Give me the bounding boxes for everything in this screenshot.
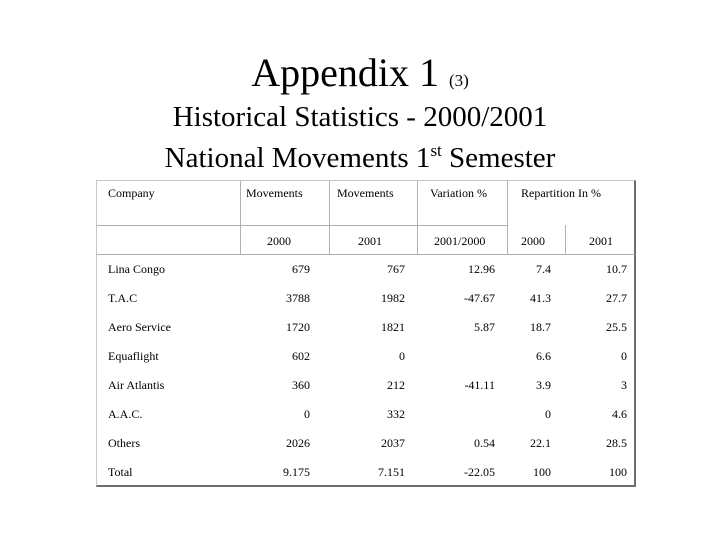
cell-repartition-2000: 7.4 [536,262,551,276]
cell-company: Others [108,436,140,450]
header-variation: Variation % [430,186,487,200]
cell-repartition-2000: 6.6 [536,349,551,363]
page-title [0,50,720,104]
cell-repartition-2001: 10.7 [606,262,627,276]
cell-movements-2000: 0 [304,407,310,421]
subtitle-superscript: st [430,141,442,160]
column-divider [565,225,566,254]
statistics-table [96,180,636,487]
cell-company: A.A.C. [108,407,143,421]
cell-company: Equaflight [108,349,159,363]
cell-movements-2001: 1982 [381,291,405,305]
cell-movements-2001: 212 [387,378,405,392]
header-period: 2001/2000 [434,234,486,248]
cell-variation: -47.67 [464,291,495,305]
header-repartition-2000: 2000 [521,234,545,248]
cell-repartition-2000: 22.1 [530,436,551,450]
cell-company: Total [108,465,133,479]
subtitle-line-2-end: Semester [441,142,556,174]
cell-repartition-2000: 0 [545,407,551,421]
cell-variation: 0.54 [474,436,495,450]
header-year-2001: 2001 [358,234,382,248]
cell-movements-2001: 7.151 [378,465,405,479]
cell-movements-2001: 1821 [381,320,405,334]
header-year-2000: 2000 [267,234,291,248]
cell-movements-2001: 767 [387,262,405,276]
cell-movements-2001: 2037 [381,436,405,450]
cell-company: Aero Service [108,320,171,334]
cell-repartition-2001: 25.5 [606,320,627,334]
cell-movements-2000: 3788 [286,291,310,305]
cell-repartition-2001: 27.7 [606,291,627,305]
cell-movements-2000: 9.175 [283,465,310,479]
header-movements-2001: Movements [337,186,394,200]
cell-movements-2000: 679 [292,262,310,276]
header-company: Company [108,186,155,200]
cell-variation: 5.87 [474,320,495,334]
cell-movements-2001: 332 [387,407,405,421]
cell-repartition-2001: 100 [609,465,627,479]
subtitle-line-2-text: National Movements 1 [164,142,431,174]
cell-company: Air Atlantis [108,378,165,392]
cell-movements-2000: 1720 [286,320,310,334]
cell-repartition-2001: 28.5 [606,436,627,450]
cell-variation: -22.05 [464,465,495,479]
header-repartition: Repartition In % [521,186,601,200]
row-divider [97,254,635,255]
cell-repartition-2000: 18.7 [530,320,551,334]
row-divider [97,225,507,226]
cell-company: Lina Congo [108,262,165,276]
header-repartition-2001: 2001 [589,234,613,248]
cell-variation: 12.96 [468,262,495,276]
cell-movements-2000: 602 [292,349,310,363]
subtitle-line-1: Historical Statistics - 2000/2001 [172,101,548,133]
column-divider [507,181,508,254]
cell-variation: -41.11 [464,378,495,392]
cell-movements-2000: 360 [292,378,310,392]
cell-repartition-2000: 41.3 [530,291,551,305]
cell-repartition-2001: 3 [621,378,627,392]
title-suffix: (3) [448,71,469,90]
cell-movements-2000: 2026 [286,436,310,450]
cell-repartition-2000: 100 [533,465,551,479]
cell-movements-2001: 0 [399,349,405,363]
column-divider [329,181,330,254]
cell-repartition-2000: 3.9 [536,378,551,392]
cell-repartition-2001: 0 [621,349,627,363]
column-divider [417,181,418,254]
title-main: Appendix 1 [251,50,439,95]
column-divider [240,181,241,254]
cell-company: T.A.C [108,291,138,305]
cell-repartition-2001: 4.6 [612,407,627,421]
subtitle-line-2 [0,141,720,175]
header-movements-2000: Movements [246,186,303,200]
